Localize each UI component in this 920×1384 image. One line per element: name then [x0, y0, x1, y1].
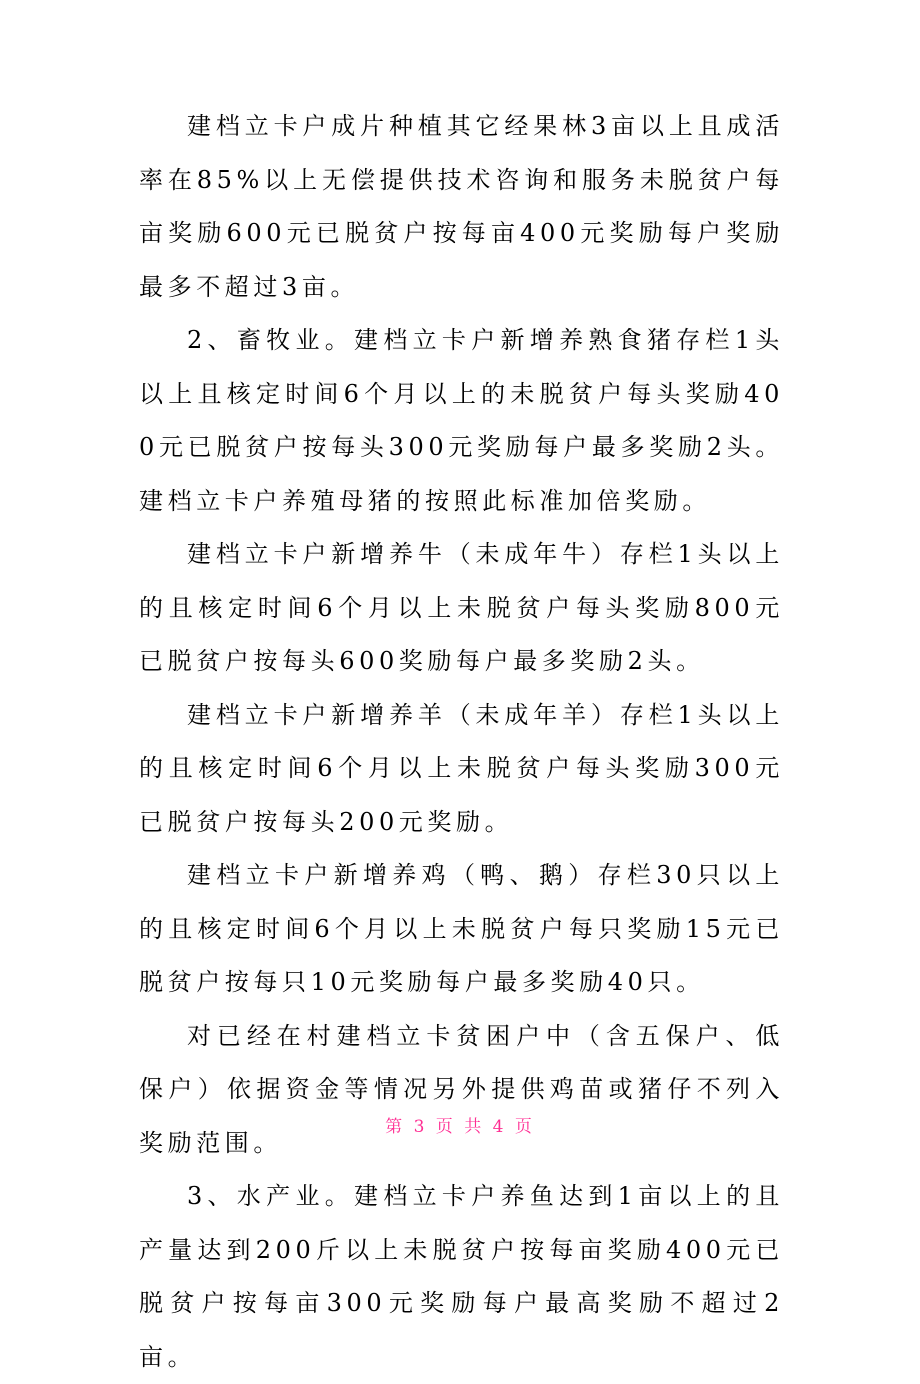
paragraph-exclusion: 对已经在村建档立卡贫困户中（含五保户、低保户）依据资金等情况另外提供鸡苗或猪仔不列入奖励范围。	[139, 1021, 784, 1157]
paragraph-aquaculture: 3、水产业。建档立卡户养鱼达到1亩以上的且产量达到200斤以上未脱贫户按每亩奖励400元已脱贫户按每亩300元奖励每户最高奖励不超过2亩。	[139, 1182, 784, 1371]
page-number-footer: 第 3 页 共 4 页	[385, 1117, 535, 1137]
document-body	[139, 100, 784, 1384]
paragraph-cattle: 建档立卡户新增养牛（未成年牛）存栏1头以上的且核定时间6个月以上未脱贫户每头奖励800元已脱贫户按每头600奖励每户最多奖励2头。	[139, 540, 784, 675]
paragraph-sheep: 建档立卡户新增养羊（未成年羊）存栏1头以上的且核定时间6个月以上未脱贫户每头奖励300元已脱贫户按每头200元奖励。	[139, 700, 784, 836]
paragraph-fruit-forest: 建档立卡户成片种植其它经果林3亩以上且成活率在85%以上无偿提供技术咨询和服务未脱贫户每亩奖励600元已脱贫户按每亩400元奖励每户奖励最多不超过3亩。	[139, 112, 784, 301]
paragraph-livestock-pigs: 2、畜牧业。建档立卡户新增养熟食猪存栏1头以上且核定时间6个月以上的未脱贫户每头奖励400元已脱贫户按每头300元奖励每户最多奖励2头。建档立卡户养殖母猪的按照此标准加倍奖励。	[139, 326, 784, 515]
paragraph-poultry: 建档立卡户新增养鸡（鸭、鹅）存栏30只以上的且核定时间6个月以上未脱贫户每只奖励15元已脱贫户按每只10元奖励每户最多奖励40只。	[139, 861, 784, 996]
